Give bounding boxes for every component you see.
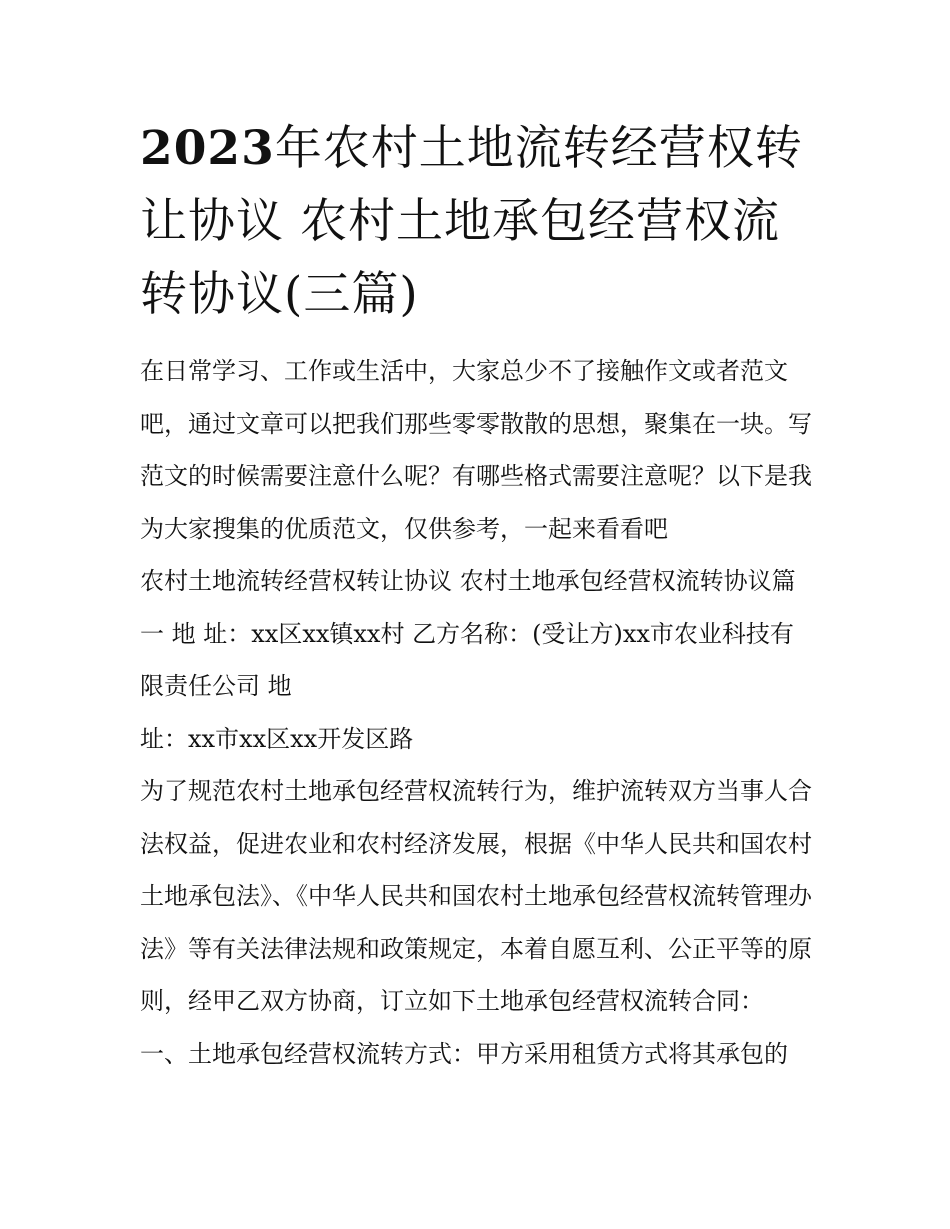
document-body — [140, 345, 815, 1080]
document-title — [140, 112, 815, 331]
title-text: 年农村土地流转经营权转让协议 农村土地承包经营权流转协议(三篇) — [140, 121, 803, 322]
paragraph-intro: 在日常学习、工作或生活中，大家总少不了接触作文或者范文吧，通过文章可以把我们那些零零散散的思想，聚集在一块。写范文的时候需要注意什么呢？有哪些格式需要注意呢？以下是我为大家搜集的优质范文，仅供参考，一起来看看吧 — [140, 357, 812, 543]
paragraph-address: 址：xx市xx区xx开发区路 — [140, 724, 414, 753]
title-year: 2023 — [140, 121, 275, 176]
paragraph-parties: 农村土地流转经营权转让协议 农村土地承包经营权流转协议篇一 地 址：xx区xx镇xx村 乙方名称：(受让方)xx市农业科技有限责任公司 地 — [140, 567, 796, 700]
document-page — [140, 112, 815, 1080]
paragraph-clause-one: 一、土地承包经营权流转方式：甲方采用租赁方式将其承包的 — [140, 1039, 788, 1068]
paragraph-purpose: 为了规范农村土地承包经营权流转行为，维护流转双方当事人合法权益，促进农业和农村经济发展，根据《中华人民共和国农村土地承包法》、《中华人民共和国农村土地承包经营权流转管理办法》等有关法律法规和政策规定，本着自愿互利、公正平等的原则，经甲乙双方协商，订立如下土地承包经营权流转合同： — [140, 777, 812, 1015]
